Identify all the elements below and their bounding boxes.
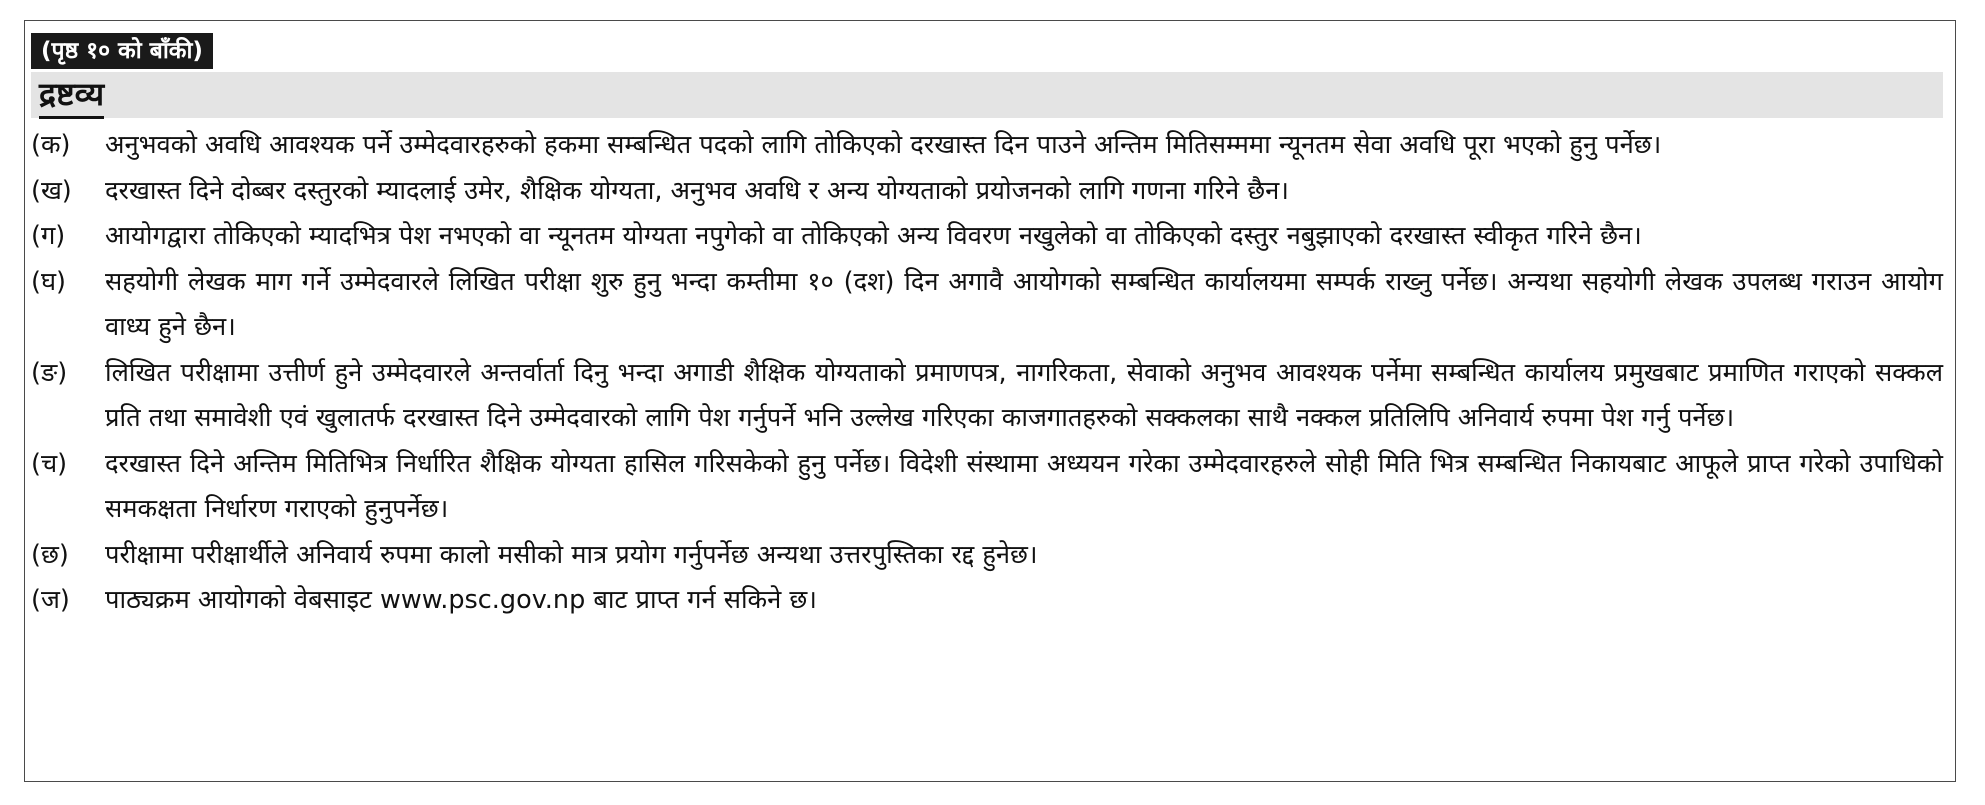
note-item-cha — [31, 442, 1943, 533]
note-text: अनुभवको अवधि आवश्यक पर्ने उम्मेदवारहरुको हकमा सम्बन्धित पदको लागि तोकिएको दरखास्त दिन पाउने अन्तिम मितिसम्ममा न्यूनतम सेवा अवधि पूरा भएको हुनु पर्नेछ। — [105, 130, 1662, 160]
note-marker: (क) — [31, 130, 71, 160]
note-marker: (ग) — [31, 221, 66, 251]
note-marker: (ख) — [31, 175, 72, 206]
heading-bar — [31, 72, 1943, 118]
note-text: सहयोगी लेखक माग गर्ने उम्मेदवारले लिखित परीक्षा शुरु हुनु भन्दा कम्तीमा १० (दश) दिन अगावै आयोगको सम्बन्धित कार्यालयमा सम्पर्क राख्नु पर्नेछ। अन्यथा सहयोगी लेखक उपलब्ध गराउन आयोग वाध्य हुने छैन। — [105, 266, 1943, 342]
notice-frame — [24, 20, 1956, 782]
note-item-ga — [31, 214, 1943, 260]
note-marker: (च) — [31, 448, 68, 479]
note-marker: (ङ) — [31, 357, 68, 388]
note-item-chha — [31, 533, 1943, 579]
note-marker: (घ) — [31, 266, 66, 297]
note-item-kha — [31, 169, 1943, 215]
note-text: पाठ्यक्रम आयोगको वेबसाइट www.psc.gov.np बाट प्राप्त गर्न सकिने छ। — [105, 585, 817, 615]
note-marker: (छ) — [31, 539, 69, 570]
note-marker: (ज) — [31, 585, 70, 615]
notes-list — [31, 123, 1943, 624]
note-text: आयोगद्वारा तोकिएको म्यादभित्र पेश नभएको वा न्यूनतम योग्यता नपुगेको वा तोकिएको अन्य विवरण नखुलेको वा तोकिएको दस्तुर नबुझाएको दरखास्त स्वीकृत गरिने छैन। — [105, 221, 1642, 251]
note-item-gha — [31, 260, 1943, 351]
continued-from-page-badge: (पृष्ठ १० को बाँकी) — [31, 33, 213, 69]
note-text: दरखास्त दिने दोब्बर दस्तुरको म्यादलाई उमेर, शैक्षिक योग्यता, अनुभव अवधि र अन्य योग्यताको प्रयोजनको लागि गणना गरिने छैन। — [105, 175, 1289, 206]
note-item-ja — [31, 578, 1943, 624]
note-item-ka — [31, 123, 1943, 169]
note-text: लिखित परीक्षामा उत्तीर्ण हुने उम्मेदवारले अन्तर्वार्ता दिनु भन्दा अगाडी शैक्षिक योग्यताको प्रमाणपत्र, नागरिकता, सेवाको अनुभव आवश्यक पर्नेमा सम्बन्धित कार्यालय प्रमुखबाट प्रमाणित गराएको सक्कल प्रति तथा समावेशी एवं खुलातर्फ दरखास्त दिने उम्मेदवारको लागि पेश गर्नुपर्ने भनि उल्लेख गरिएका काजगातहरुको सक्कलका साथै नक्कल प्रतिलिपि अनिवार्य रुपमा पेश गर्नु पर्नेछ। — [105, 357, 1943, 433]
section-heading: द्रष्टव्य — [39, 72, 104, 119]
note-item-nga — [31, 351, 1943, 442]
note-text: दरखास्त दिने अन्तिम मितिभित्र निर्धारित शैक्षिक योग्यता हासिल गरिसकेको हुनु पर्नेछ। विदेशी संस्थामा अध्ययन गरेका उम्मेदवारहरुले सोही मिति भित्र सम्बन्धित निकायबाट आफूले प्राप्त गरेको उपाधिको समकक्षता निर्धारण गराएको हुनुपर्नेछ। — [105, 448, 1943, 524]
note-text: परीक्षामा परीक्षार्थीले अनिवार्य रुपमा कालो मसीको मात्र प्रयोग गर्नुपर्नेछ अन्यथा उत्तरपुस्तिका रद्द हुनेछ। — [105, 539, 1038, 570]
